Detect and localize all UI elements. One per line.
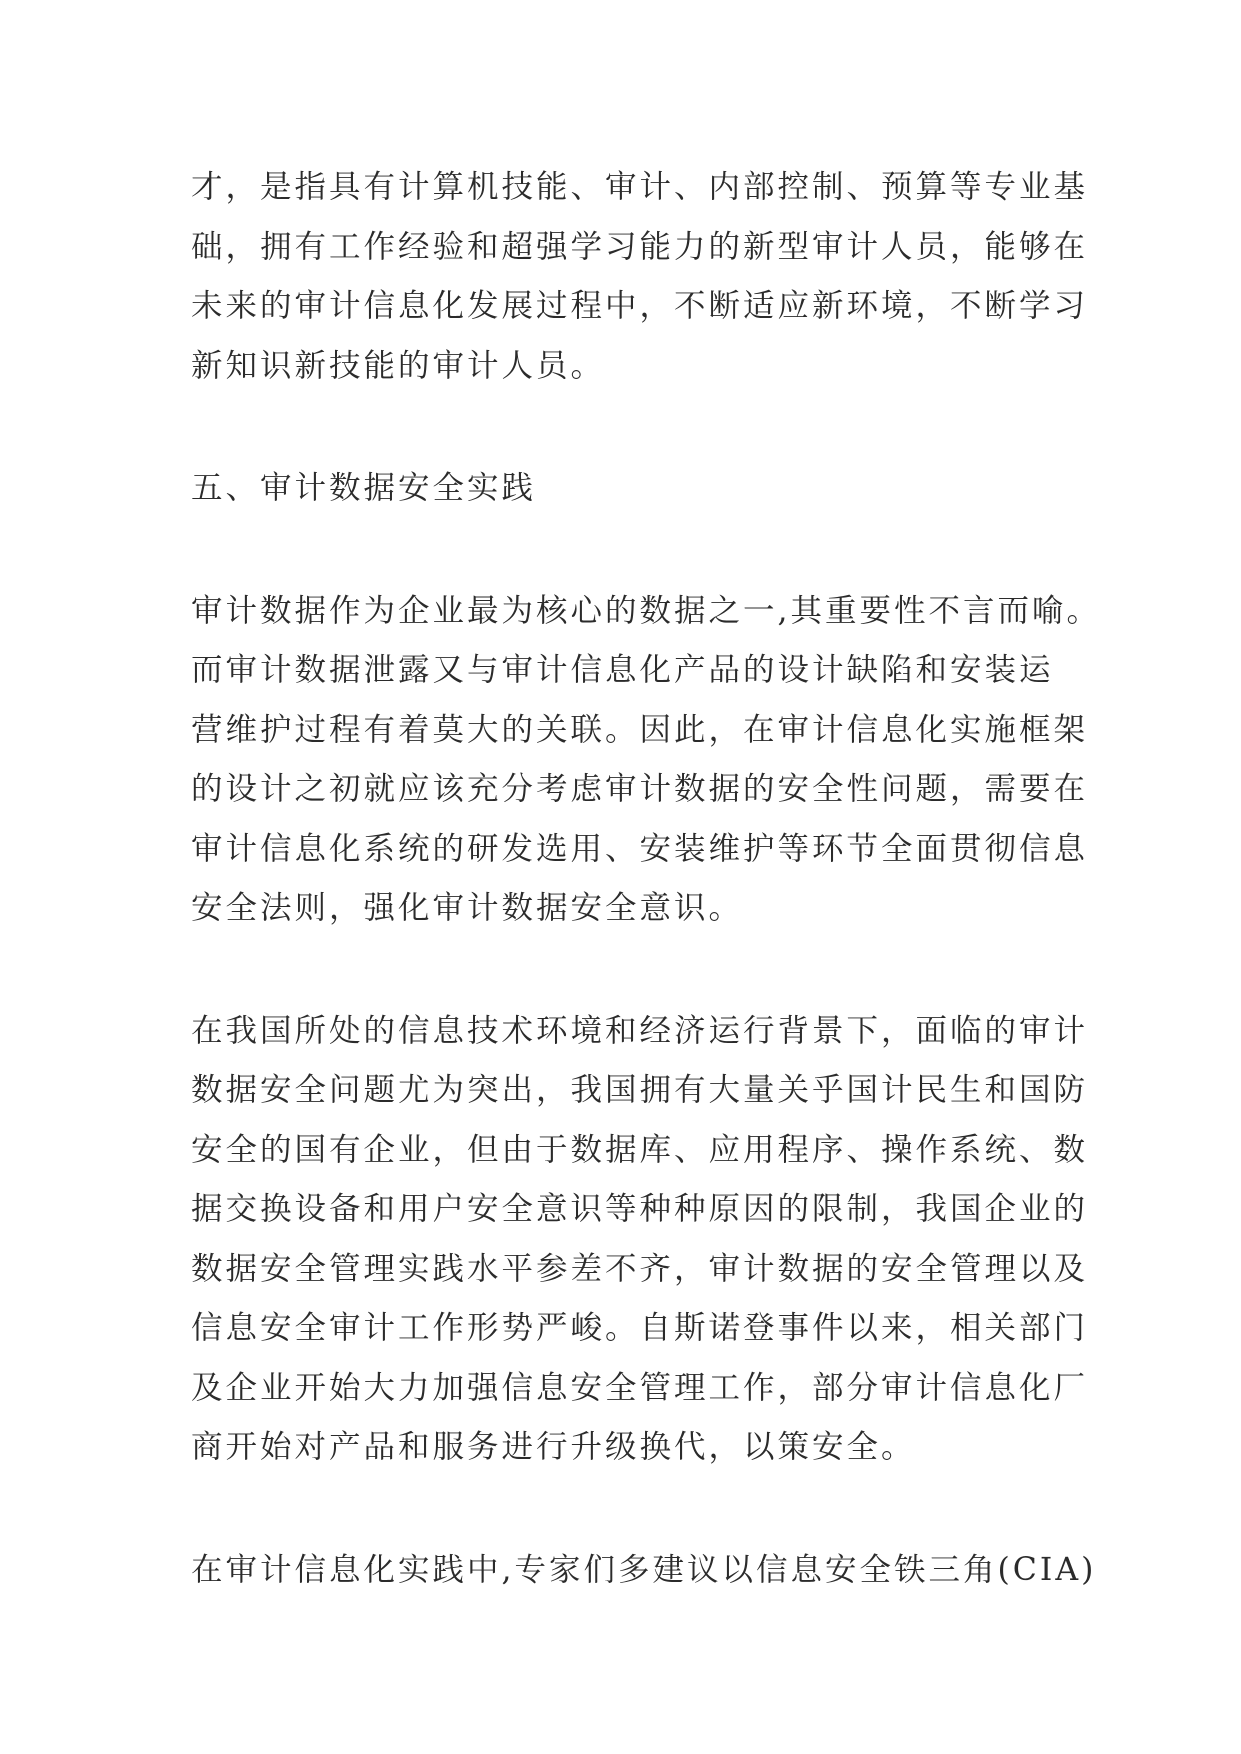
text-line: 及企业开始大力加强信息安全管理工作，部分审计信息化厂 bbox=[191, 1369, 1089, 1406]
section-heading-5 bbox=[191, 459, 1061, 519]
text-line: 在我国所处的信息技术环境和经济运行背景下，面临的审计 bbox=[191, 1012, 1089, 1049]
text-line: 未来的审计信息化发展过程中，不断适应新环境，不断学习 bbox=[191, 288, 1089, 324]
text-line: 营维护过程有着莫大的关联。因此，在审计信息化实施框架 bbox=[191, 711, 1089, 748]
text-line: 在审计信息化实践中,专家们多建议以信息安全铁三角(CIA) bbox=[191, 1551, 1097, 1588]
text-line: 安全的国有企业，但由于数据库、应用程序、操作系统、数 bbox=[191, 1131, 1089, 1168]
text-line: 据交换设备和用户安全意识等种种原因的限制，我国企业的 bbox=[191, 1191, 1089, 1227]
paragraph-talent-definition bbox=[191, 158, 1089, 396]
paragraph-audit-data-importance bbox=[191, 582, 1102, 939]
text-line: 的设计之初就应该充分考虑审计数据的安全性问题，需要在 bbox=[191, 771, 1089, 807]
text-line: 而审计数据泄露又与审计信息化产品的设计缺陷和安装运 bbox=[191, 652, 1054, 688]
text-line: 信息安全审计工作形势严峻。自斯诺登事件以来，相关部门 bbox=[191, 1310, 1089, 1346]
text-line: 审计信息化系统的研发选用、安装维护等环节全面贯彻信息 bbox=[191, 830, 1089, 867]
text-line: 才，是指具有计算机技能、审计、内部控制、预算等专业基 bbox=[191, 169, 1089, 205]
text-line: 审计数据作为企业最为核心的数据之一,其重要性不言而喻。 bbox=[191, 592, 1102, 629]
text-line: 安全法则，强化审计数据安全意识。 bbox=[191, 890, 744, 926]
text-line: 础，拥有工作经验和超强学习能力的新型审计人员，能够在 bbox=[191, 228, 1089, 265]
text-line: 商开始对产品和服务进行升级换代，以策安全。 bbox=[191, 1429, 916, 1465]
text-line: 数据安全管理实践水平参差不齐，审计数据的安全管理以及 bbox=[191, 1250, 1089, 1287]
text-line: 新知识新技能的审计人员。 bbox=[191, 347, 606, 384]
paragraph-domestic-situation bbox=[191, 1002, 1089, 1478]
document-body bbox=[191, 158, 1102, 1600]
section-heading: 五、审计数据安全实践 bbox=[191, 470, 537, 506]
paragraph-cia-triad bbox=[191, 1541, 1097, 1601]
text-line: 数据安全问题尤为突出，我国拥有大量关乎国计民生和国防 bbox=[191, 1072, 1089, 1108]
